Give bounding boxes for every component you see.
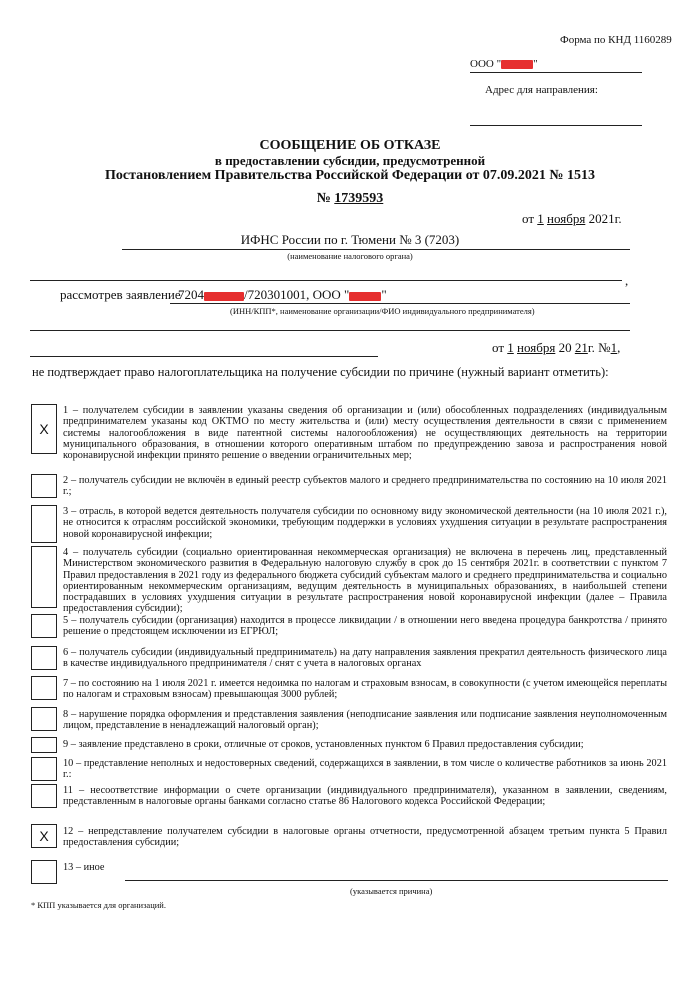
redacted-inn [204,292,244,301]
reason-checkbox-3[interactable] [31,505,57,543]
reason-checkbox-2[interactable] [31,474,57,498]
reason-item-11: 11 – несоответствие информации о счете организации (индивидуального предпринимателя), указанном в заявлении, сведениям, представленным в налоговые органы банками согласно статье 86 Налогового кодекса Российской Федерации; [63,785,667,808]
comma: , [625,273,629,288]
doc-title: СООБЩЕНИЕ ОБ ОТКАЗЕ [259,138,441,153]
redacted-org [349,292,381,301]
recipient-org [470,58,538,70]
not-confirm-text: не подтверждает право налогоплательщика на получение субсидии по причине (нужный вариант отметить): [32,365,609,379]
app-date-yy: 21 [574,340,588,355]
address-label: Адрес для направления: [485,84,598,96]
form-code: Форма по КНД 1160289 [560,34,672,46]
reason-item-13: 13 – иное [63,862,105,873]
doc-date-day: 1 [537,211,544,226]
reason-checkbox-4[interactable] [31,546,57,608]
reason-item-4: 4 – получатель субсидии (социально ориентированная некоммерческая организация) не включена в перечень лиц, представленный Министерством экономического развития в Федеральную налоговую службу в срок до 15 сентября 2021г. в соответствии с пунктом 7 Правил предоставления в 2021 году из федерального бюджета субсидий субъектам малого и среднего предпринимательства и социально ориентированным некоммерческим организациям, ведущим деятельность в муниципальных образованиях, в наибольшей степени пострадавших в условиях ухудшения ситуации в результате распространения новой коронавирусной инфекции (далее – Правила предоставления субсидии); [63,547,667,615]
recipient-line [470,72,642,73]
app-date-prefix: от [492,340,508,355]
doc-date-month: ноября [547,211,586,226]
app-date-no: 1 [610,340,618,355]
reason-item-10: 10 – представление неполных и недостоверных сведений, содержащихся в заявлении, в том числе о количестве работников за июнь 2021 г.: [63,758,667,781]
doc-date [522,211,622,227]
reason-checkbox-7[interactable] [31,676,57,700]
applicant-line [170,303,630,304]
reason-item-1: 1 – получателем субсидии в заявлении указаны сведения об организации и (или) обособленных подразделениях (индивидуальным предпринимателем указаны код ОКТМО по месту жительства и (или) месту осуществления деятельности в связи с применением системы налогообложения в виде патентной системы налогообложения) не осуществляющих деятельность на территории муниципального образования, в отношении которого оперативным штабом по предупреждению завоза и распространения новой коронавирусной инфекции принято решение о введении ограничительных мер; [63,405,667,462]
app-date-day: 1 [507,340,514,355]
doc-date-prefix: от [522,211,538,226]
app-date-comma: , [617,340,621,355]
doc-subtitle-1: в предоставлении субсидии, предусмотренной [214,153,486,168]
doc-number [0,191,700,207]
reason-checkbox-12[interactable]: X [31,824,57,848]
address-line [470,125,642,126]
doc-number-prefix: № [316,191,335,206]
reason-checkbox-1[interactable]: X [31,404,57,454]
reason-checkbox-10[interactable] [31,757,57,781]
blank-line-2 [30,330,630,331]
tax-office-caption: (наименование налогового органа) [287,251,413,261]
review-label: рассмотрев заявление [60,287,181,302]
reason-checkbox-9[interactable] [31,737,57,753]
app-date-month: ноября [517,340,556,355]
reason-checkbox-6[interactable] [31,646,57,670]
application-date [492,340,620,356]
tax-office-name: ИФНС России по г. Тюмени № 3 (7203) [240,232,460,247]
app-date-suffix: г. № [587,340,611,355]
applicant-caption: (ИНН/КПП*, наименование организации/ФИО индивидуального предпринимателя) [230,306,535,316]
doc-number-value: 1739593 [334,191,384,206]
reason-checkbox-13[interactable] [31,860,57,884]
org-end: " [381,287,387,302]
kpp-org: /720301001, ООО " [244,287,350,302]
doc-subtitle-2: Постановлением Правительства Российской Федерации от 07.09.2021 № 1513 [104,168,596,183]
org-suffix: " [533,58,538,70]
reason-checkbox-8[interactable] [31,707,57,731]
redacted-name [501,60,533,69]
blank-line-1 [30,280,622,281]
reason-item-7: 7 – по состоянию на 1 июля 2021 г. имеется недоимка по налогам и страховым взносам, в совокупности (с учетом имеющейся переплаты по налогам и страховым взносам) превышающая 3000 рублей; [63,678,667,701]
reason-item-3: 3 – отрасль, в которой ведется деятельность получателя субсидии по основному виду экономической деятельности (на 10 июля 2021 г.), не относится к отраслям российской экономики, требующим поддержки в условиях ухудшения ситуации в результате распространения новой коронавирусной инфекции; [63,506,667,540]
app-date-mid: 20 [555,340,575,355]
reason-item-6: 6 – получатель субсидии (индивидуальный предприниматель) на дату направления заявления прекратил деятельность физического лица в качестве индивидуального предпринимателя / снят с учета в налоговых органах [63,647,667,670]
reason-item-8: 8 – нарушение порядка оформления и представления заявления (неподписание заявления или подписание заявления неуполномоченным лицом, представление в ненадлежащий налоговый орган); [63,709,667,732]
reason-checkbox-11[interactable] [31,784,57,808]
inn-start: 7204 [178,287,204,302]
other-reason-line [125,880,668,881]
blank-line-3 [30,356,378,357]
doc-date-year: 2021г. [588,211,622,226]
applicant-id [178,287,387,303]
kpp-footnote: * КПП указывается для организаций. [31,900,166,910]
tax-office-line [122,249,630,250]
reason-checkbox-5[interactable] [31,614,57,638]
reason-item-5: 5 – получатель субсидии (организация) находится в процессе ликвидации / в отношении него введена процедура банкротства / принято решение о предстоящем исключении из ЕГРЮЛ; [63,615,667,638]
reason-item-2: 2 – получатель субсидии не включён в единый реестр субъектов малого и среднего предпринимательства по состоянию на 10 июля 2021 г.; [63,475,667,498]
reason-item-12: 12 – непредставление получателем субсидии в налоговые органы отчетности, предусмотренной абзацем третьим пункта 5 Правил предоставления субсидии; [63,826,667,849]
reason-item-9: 9 – заявление представлено в сроки, отличные от сроков, установленных пунктом 6 Правил предоставления субсидии; [63,739,584,750]
reason-caption: (указывается причина) [350,886,433,896]
org-prefix: ООО " [470,58,502,70]
